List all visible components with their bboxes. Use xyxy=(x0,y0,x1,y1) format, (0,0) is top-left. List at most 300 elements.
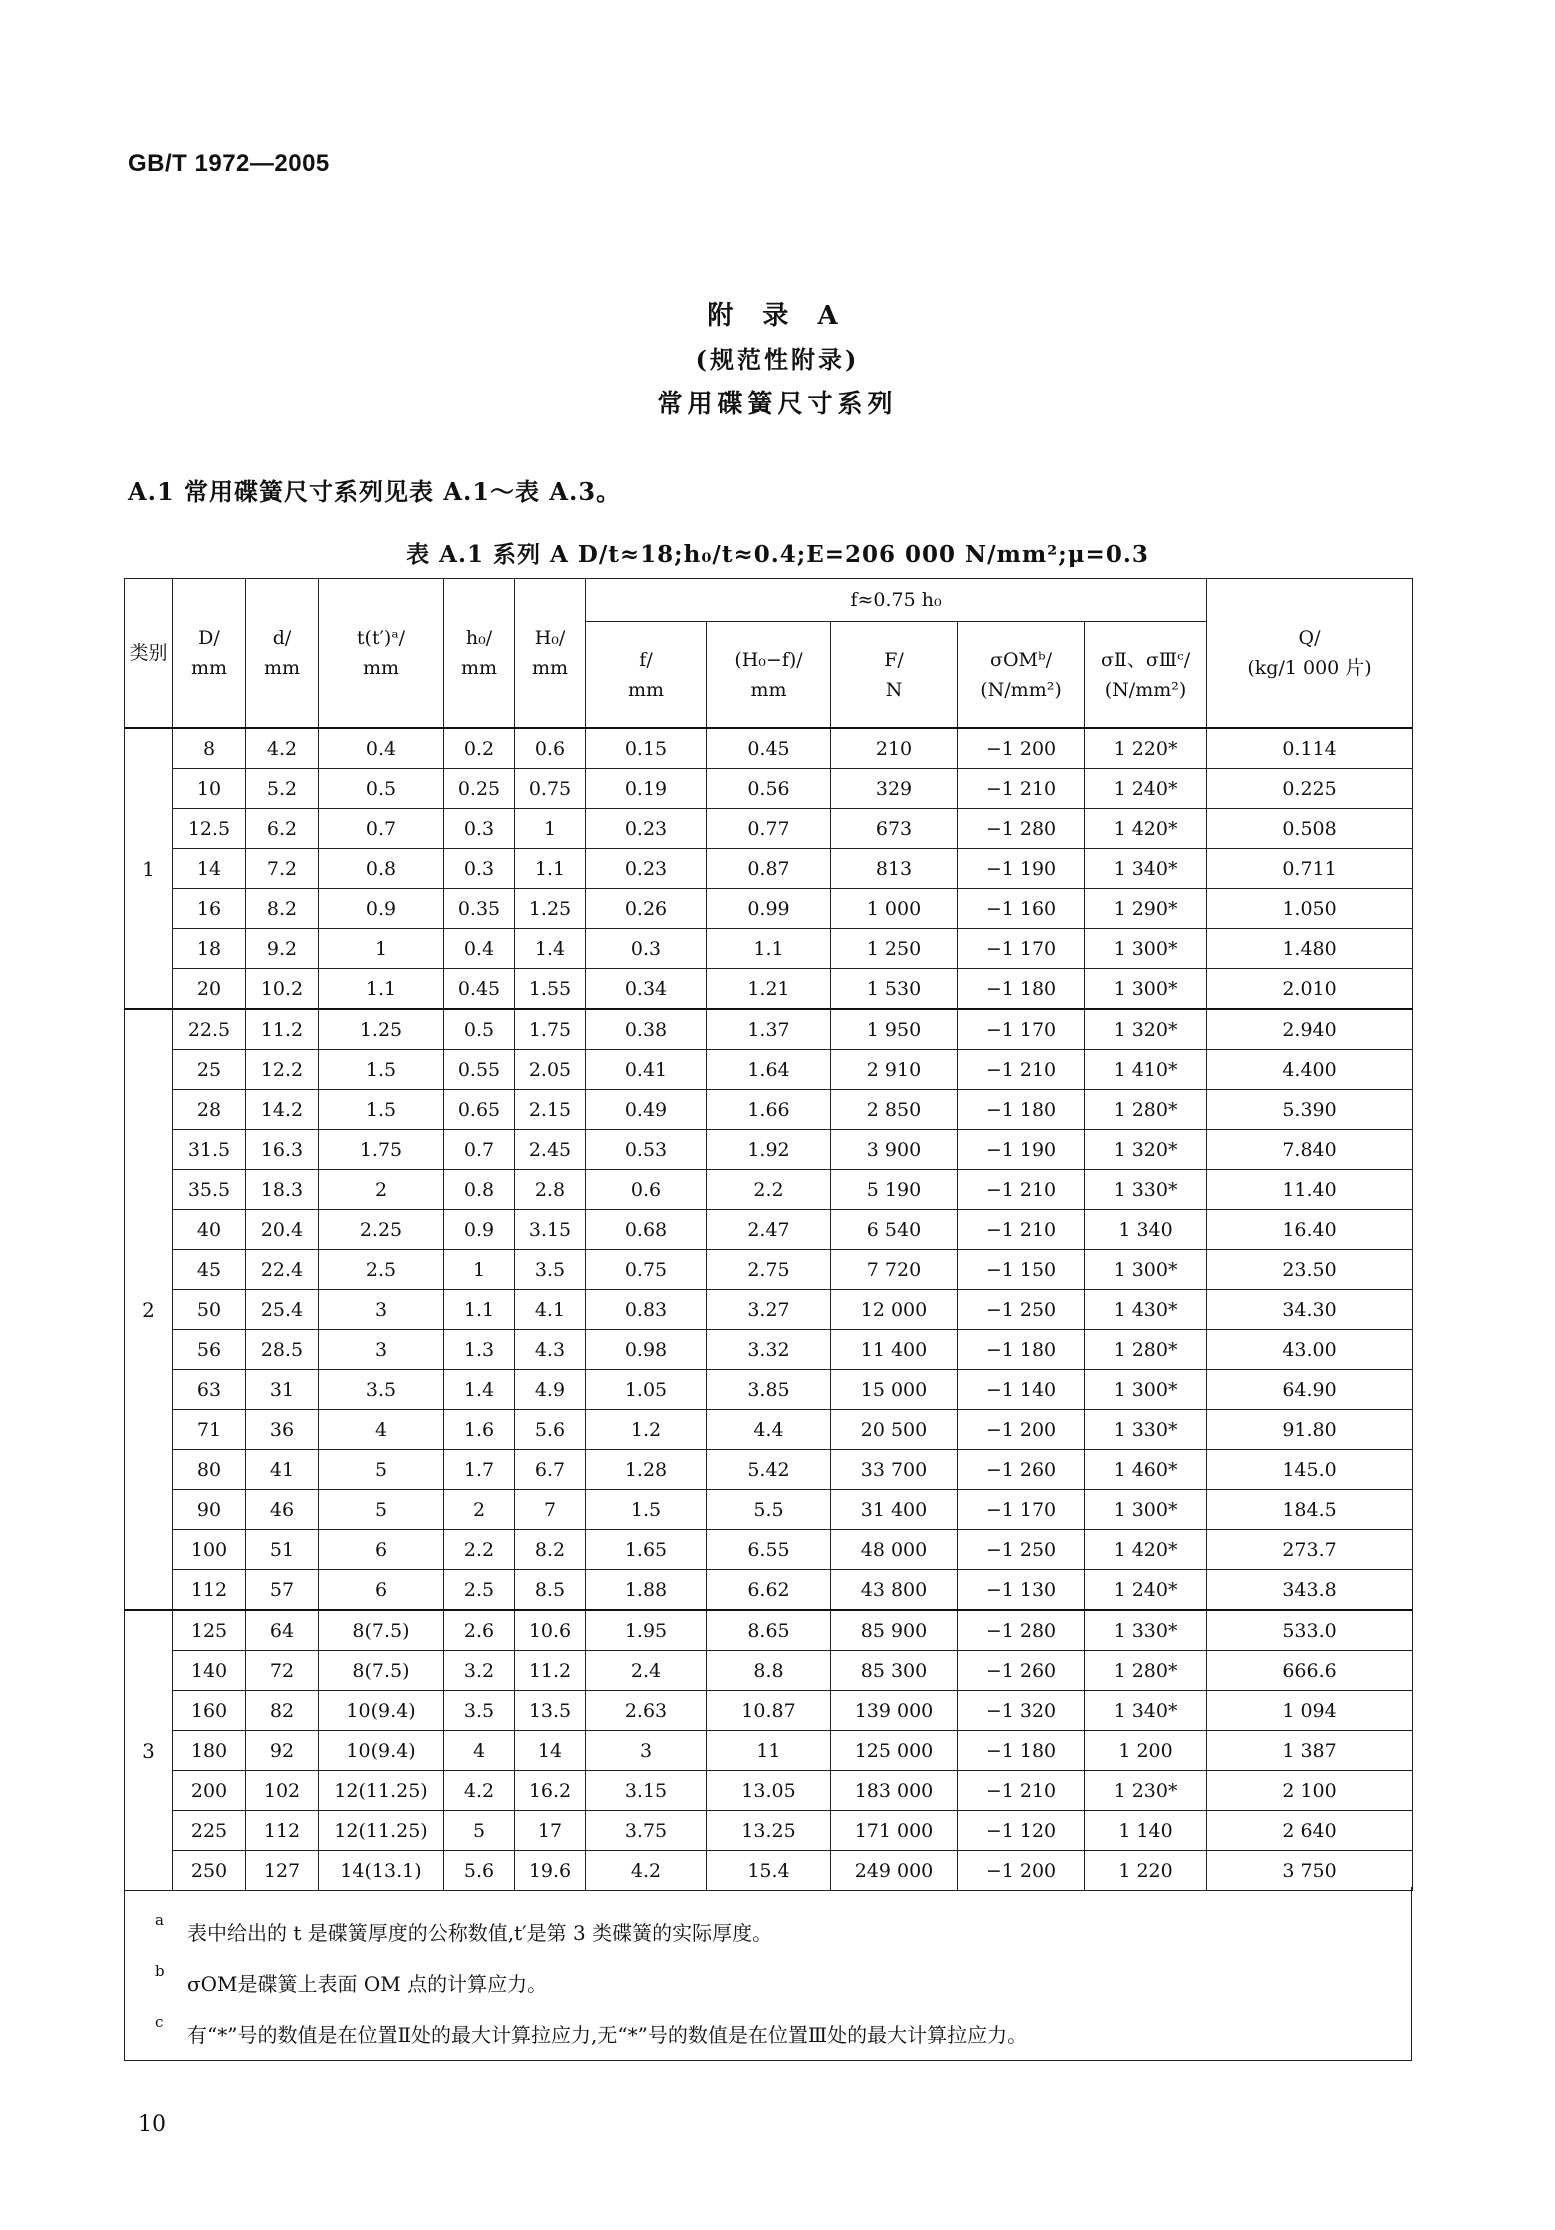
footnotes-box xyxy=(124,1887,1412,2061)
table-cell: 11.2 xyxy=(515,1651,586,1691)
table-cell: 10.6 xyxy=(515,1610,586,1651)
table-cell: 0.45 xyxy=(707,728,831,769)
table-cell: 4.1 xyxy=(515,1290,586,1330)
table-cell: 91.80 xyxy=(1207,1410,1413,1450)
table-cell: 35.5 xyxy=(173,1170,246,1210)
table-cell: 28.5 xyxy=(246,1330,319,1370)
table-cell: 5.2 xyxy=(246,769,319,809)
table-cell: 7.2 xyxy=(246,849,319,889)
table-cell: 0.3 xyxy=(444,849,515,889)
appendix-title: 附 录 A xyxy=(707,301,848,331)
table-row xyxy=(125,1610,1413,1651)
table-cell: 9.2 xyxy=(246,929,319,969)
table-cell: 3.85 xyxy=(707,1370,831,1410)
table-cell: 0.75 xyxy=(515,769,586,809)
table-cell: 0.83 xyxy=(586,1290,707,1330)
section-heading: A.1 常用碟簧尺寸系列见表 A.1～表 A.3。 xyxy=(128,477,622,506)
col-header-d: d/ mm xyxy=(246,579,319,729)
table-cell: 0.25 xyxy=(444,769,515,809)
footnote-text: 表中给出的 t 是碟簧厚度的公称数值,t′是第 3 类碟簧的实际厚度。 xyxy=(187,1921,773,1945)
table-cell: 12(11.25) xyxy=(319,1811,444,1851)
col-header-Q: Q/ (kg/1 000 片) xyxy=(1207,579,1413,729)
table-cell: 112 xyxy=(246,1811,319,1851)
table-cell: 1 240* xyxy=(1085,1570,1207,1611)
table-cell: 1.4 xyxy=(444,1370,515,1410)
table-cell: 80 xyxy=(173,1450,246,1490)
table-cell: 1.25 xyxy=(515,889,586,929)
table-cell: 673 xyxy=(831,809,958,849)
table-cell: 1.95 xyxy=(586,1610,707,1651)
col-header-sigma-2-3: σⅡ、σⅢᶜ/ (N/mm²) xyxy=(1085,622,1207,728)
table-cell: 2 xyxy=(444,1490,515,1530)
table-cell: 0.65 xyxy=(444,1090,515,1130)
table-cell: −1 180 xyxy=(958,969,1085,1010)
table-cell: 1.3 xyxy=(444,1330,515,1370)
table-cell: 10(9.4) xyxy=(319,1691,444,1731)
table-cell: 3.2 xyxy=(444,1651,515,1691)
table-cell: 145.0 xyxy=(1207,1450,1413,1490)
table-row xyxy=(125,809,1413,849)
table-cell: 8.2 xyxy=(246,889,319,929)
table-cell: 5.6 xyxy=(444,1851,515,1891)
table-cell: 1 330* xyxy=(1085,1170,1207,1210)
table-cell: 813 xyxy=(831,849,958,889)
table-cell: 1.7 xyxy=(444,1450,515,1490)
table-cell: 3.5 xyxy=(444,1691,515,1731)
table-cell: 41 xyxy=(246,1450,319,1490)
table-cell: 1 280* xyxy=(1085,1651,1207,1691)
table-cell: 0.49 xyxy=(586,1090,707,1130)
table-cell: 0.23 xyxy=(586,849,707,889)
table-cell: 4.2 xyxy=(444,1771,515,1811)
table-cell: 127 xyxy=(246,1851,319,1891)
table-cell: 5.390 xyxy=(1207,1090,1413,1130)
table-row xyxy=(125,1771,1413,1811)
category-cell: 2 xyxy=(125,1009,173,1610)
table-cell: 6 xyxy=(319,1530,444,1570)
table-cell: 1 094 xyxy=(1207,1691,1413,1731)
table-cell: 11 xyxy=(707,1731,831,1771)
table-cell: 57 xyxy=(246,1570,319,1611)
table-cell: 2.2 xyxy=(444,1530,515,1570)
table-row xyxy=(125,1009,1413,1050)
table-cell: 1.480 xyxy=(1207,929,1413,969)
table-cell: 225 xyxy=(173,1811,246,1851)
table-cell: 0.26 xyxy=(586,889,707,929)
table-cell: 3.75 xyxy=(586,1811,707,1851)
footnote-a xyxy=(155,1911,773,1946)
table-row xyxy=(125,1130,1413,1170)
table-cell: 71 xyxy=(173,1410,246,1450)
table-cell: 4.4 xyxy=(707,1410,831,1450)
table-cell: 2.940 xyxy=(1207,1009,1413,1050)
table-cell: 1 220 xyxy=(1085,1851,1207,1891)
table-row xyxy=(125,1210,1413,1250)
table-cell: 1 300* xyxy=(1085,1370,1207,1410)
table-cell: 1.5 xyxy=(319,1090,444,1130)
table-cell: 0.35 xyxy=(444,889,515,929)
table-cell: 533.0 xyxy=(1207,1610,1413,1651)
table-cell: 1.1 xyxy=(707,929,831,969)
table-cell: 0.3 xyxy=(586,929,707,969)
table-cell: 1.65 xyxy=(586,1530,707,1570)
table-cell: 43.00 xyxy=(1207,1330,1413,1370)
table-cell: 0.19 xyxy=(586,769,707,809)
table-cell: 2.45 xyxy=(515,1130,586,1170)
table-cell: 3 xyxy=(586,1731,707,1771)
table-cell: 51 xyxy=(246,1530,319,1570)
table-cell: 19.6 xyxy=(515,1851,586,1891)
table-row xyxy=(125,1050,1413,1090)
table-cell: 3 750 xyxy=(1207,1851,1413,1891)
footnote-text: 有“*”号的数值是在位置Ⅱ处的最大计算拉应力,无“*”号的数值是在位置Ⅲ处的最大计算拉应力。 xyxy=(187,2023,1028,2047)
table-cell: −1 200 xyxy=(958,728,1085,769)
table-cell: 3 900 xyxy=(831,1130,958,1170)
table-cell: 140 xyxy=(173,1651,246,1691)
table-cell: −1 280 xyxy=(958,1610,1085,1651)
table-cell: 2.6 xyxy=(444,1610,515,1651)
table-row xyxy=(125,1250,1413,1290)
table-cell: 8.2 xyxy=(515,1530,586,1570)
table-cell: 5 190 xyxy=(831,1170,958,1210)
table-cell: 3.15 xyxy=(586,1771,707,1811)
table-cell: −1 210 xyxy=(958,1170,1085,1210)
table-cell: 5 xyxy=(319,1490,444,1530)
table-cell: 14.2 xyxy=(246,1090,319,1130)
table-cell: 1.37 xyxy=(707,1009,831,1050)
table-cell: 0.5 xyxy=(444,1009,515,1050)
table-cell: 16 xyxy=(173,889,246,929)
table-cell: 2 100 xyxy=(1207,1771,1413,1811)
table-cell: 25.4 xyxy=(246,1290,319,1330)
table-row xyxy=(125,1490,1413,1530)
table-cell: 0.2 xyxy=(444,728,515,769)
table-cell: −1 260 xyxy=(958,1651,1085,1691)
table-cell: 1 410* xyxy=(1085,1050,1207,1090)
table-cell: 10.87 xyxy=(707,1691,831,1731)
table-cell: 2 910 xyxy=(831,1050,958,1090)
table-cell: 125 xyxy=(173,1610,246,1651)
table-cell: 1 280* xyxy=(1085,1090,1207,1130)
table-cell: −1 160 xyxy=(958,889,1085,929)
table-cell: −1 250 xyxy=(958,1530,1085,1570)
table-cell: 273.7 xyxy=(1207,1530,1413,1570)
col-group-header: f≈0.75 h₀ xyxy=(586,579,1207,622)
table-cell: 0.6 xyxy=(515,728,586,769)
category-cell: 3 xyxy=(125,1610,173,1891)
table-row xyxy=(125,929,1413,969)
table-cell: 18 xyxy=(173,929,246,969)
table-cell: 1.2 xyxy=(586,1410,707,1450)
table-cell: −1 200 xyxy=(958,1851,1085,1891)
table-cell: 13.25 xyxy=(707,1811,831,1851)
table-cell: 40 xyxy=(173,1210,246,1250)
table-cell: 6 540 xyxy=(831,1210,958,1250)
table-cell: 10.2 xyxy=(246,969,319,1010)
table-cell: 329 xyxy=(831,769,958,809)
table-cell: 12.2 xyxy=(246,1050,319,1090)
table-cell: 8(7.5) xyxy=(319,1651,444,1691)
table-cell: 85 300 xyxy=(831,1651,958,1691)
table-cell: 5.5 xyxy=(707,1490,831,1530)
table-cell: 1 280* xyxy=(1085,1330,1207,1370)
col-header-f: f/ mm xyxy=(586,622,707,728)
table-row xyxy=(125,1530,1413,1570)
table-cell: 1.92 xyxy=(707,1130,831,1170)
table-cell: 3.5 xyxy=(515,1250,586,1290)
table-cell: 2 640 xyxy=(1207,1811,1413,1851)
footnote-text: σOM是碟簧上表面 OM 点的计算应力。 xyxy=(187,1972,548,1996)
table-cell: 2.63 xyxy=(586,1691,707,1731)
table-row xyxy=(125,769,1413,809)
table-cell: 0.5 xyxy=(319,769,444,809)
table-cell: 0.6 xyxy=(586,1170,707,1210)
table-cell: 2.15 xyxy=(515,1090,586,1130)
table-cell: 1 300* xyxy=(1085,929,1207,969)
table-cell: 2.8 xyxy=(515,1170,586,1210)
table-cell: 8.8 xyxy=(707,1651,831,1691)
table-cell: 50 xyxy=(173,1290,246,1330)
table-caption: 表 A.1 系列 A D/t≈18;h₀/t≈0.4;E=206 000 N/mm²;μ=0.3 xyxy=(406,541,1149,568)
table-cell: 0.98 xyxy=(586,1330,707,1370)
table-cell: 1.1 xyxy=(444,1290,515,1330)
table-cell: 1.75 xyxy=(515,1009,586,1050)
table-cell: −1 180 xyxy=(958,1330,1085,1370)
table-cell: 0.7 xyxy=(319,809,444,849)
table-cell: 3.5 xyxy=(319,1370,444,1410)
table-cell: 1 420* xyxy=(1085,809,1207,849)
table-cell: 3.32 xyxy=(707,1330,831,1370)
table-cell: 0.87 xyxy=(707,849,831,889)
table-cell: 1 200 xyxy=(1085,1731,1207,1771)
table-cell: 0.15 xyxy=(586,728,707,769)
table-row xyxy=(125,1570,1413,1611)
table-cell: 0.34 xyxy=(586,969,707,1010)
table-cell: 31 xyxy=(246,1370,319,1410)
table-row xyxy=(125,849,1413,889)
table-cell: 12 000 xyxy=(831,1290,958,1330)
table-cell: 1.75 xyxy=(319,1130,444,1170)
table-cell: 16.3 xyxy=(246,1130,319,1170)
table-cell: 1.55 xyxy=(515,969,586,1010)
table-cell: 183 000 xyxy=(831,1771,958,1811)
table-cell: 1.21 xyxy=(707,969,831,1010)
table-row xyxy=(125,728,1413,769)
table-cell: −1 200 xyxy=(958,1410,1085,1450)
table-cell: 15 000 xyxy=(831,1370,958,1410)
table-cell: 3.15 xyxy=(515,1210,586,1250)
table-row xyxy=(125,1731,1413,1771)
table-cell: 3.27 xyxy=(707,1290,831,1330)
table-cell: 184.5 xyxy=(1207,1490,1413,1530)
table-cell: 16.2 xyxy=(515,1771,586,1811)
table-cell: −1 170 xyxy=(958,1490,1085,1530)
table-cell: 31 400 xyxy=(831,1490,958,1530)
table-cell: 1.1 xyxy=(319,969,444,1010)
table-cell: 8(7.5) xyxy=(319,1610,444,1651)
table-cell: 11.2 xyxy=(246,1009,319,1050)
table-cell: 1 340* xyxy=(1085,849,1207,889)
table-cell: 12(11.25) xyxy=(319,1771,444,1811)
table-cell: 1 340 xyxy=(1085,1210,1207,1250)
table-cell: 1.88 xyxy=(586,1570,707,1611)
footnote-c xyxy=(155,2013,1028,2048)
table-row xyxy=(125,1170,1413,1210)
table-row xyxy=(125,1290,1413,1330)
table-cell: 18.3 xyxy=(246,1170,319,1210)
table-cell: 2.5 xyxy=(319,1250,444,1290)
table-cell: 0.75 xyxy=(586,1250,707,1290)
table-cell: 1 330* xyxy=(1085,1410,1207,1450)
table-cell: 0.23 xyxy=(586,809,707,849)
table-cell: 8 xyxy=(173,728,246,769)
table-cell: 6.2 xyxy=(246,809,319,849)
table-cell: 112 xyxy=(173,1570,246,1611)
table-cell: 1 460* xyxy=(1085,1450,1207,1490)
table-cell: 0.9 xyxy=(319,889,444,929)
table-cell: 0.3 xyxy=(444,809,515,849)
table-cell: 36 xyxy=(246,1410,319,1450)
table-cell: 2.4 xyxy=(586,1651,707,1691)
table-cell: 22.5 xyxy=(173,1009,246,1050)
table-cell: 1 530 xyxy=(831,969,958,1010)
table-cell: 45 xyxy=(173,1250,246,1290)
table-cell: −1 320 xyxy=(958,1691,1085,1731)
table-cell: 5.42 xyxy=(707,1450,831,1490)
col-header-D: D/ mm xyxy=(173,579,246,729)
table-cell: 20 xyxy=(173,969,246,1010)
table-row xyxy=(125,1651,1413,1691)
table-cell: 15.4 xyxy=(707,1851,831,1891)
table-cell: 666.6 xyxy=(1207,1651,1413,1691)
table-cell: 7 720 xyxy=(831,1250,958,1290)
table-cell: 0.38 xyxy=(586,1009,707,1050)
category-cell: 1 xyxy=(125,728,173,1009)
table-cell: 92 xyxy=(246,1731,319,1771)
table-cell: 10 xyxy=(173,769,246,809)
table-cell: 1 340* xyxy=(1085,1691,1207,1731)
col-header-sigma-om: σOMᵇ/ (N/mm²) xyxy=(958,622,1085,728)
table-cell: 2.05 xyxy=(515,1050,586,1090)
table-cell: 6 xyxy=(319,1570,444,1611)
table-cell: 1.050 xyxy=(1207,889,1413,929)
table-cell: 1 300* xyxy=(1085,1490,1207,1530)
table-cell: 1 330* xyxy=(1085,1610,1207,1651)
table-cell: −1 210 xyxy=(958,1210,1085,1250)
table-cell: −1 140 xyxy=(958,1370,1085,1410)
table-cell: 1 140 xyxy=(1085,1811,1207,1851)
table-cell: 3 xyxy=(319,1330,444,1370)
table-cell: −1 130 xyxy=(958,1570,1085,1611)
table-cell: 2.25 xyxy=(319,1210,444,1250)
table-cell: 1 300* xyxy=(1085,1250,1207,1290)
table-cell: 0.7 xyxy=(444,1130,515,1170)
table-cell: 1 230* xyxy=(1085,1771,1207,1811)
table-cell: 343.8 xyxy=(1207,1570,1413,1611)
table-cell: −1 150 xyxy=(958,1250,1085,1290)
table-cell: 64 xyxy=(246,1610,319,1651)
table-cell: 5 xyxy=(319,1450,444,1490)
footnote-b xyxy=(155,1962,548,1997)
table-cell: 0.53 xyxy=(586,1130,707,1170)
table-cell: 1.4 xyxy=(515,929,586,969)
table-cell: 2.47 xyxy=(707,1210,831,1250)
table-cell: 1.64 xyxy=(707,1050,831,1090)
table-cell: 31.5 xyxy=(173,1130,246,1170)
table-row xyxy=(125,1811,1413,1851)
footnote-mark: a xyxy=(155,1911,164,1929)
table-cell: 20 500 xyxy=(831,1410,958,1450)
col-header-F: F/ N xyxy=(831,622,958,728)
table-body xyxy=(125,728,1413,1891)
table-cell: 171 000 xyxy=(831,1811,958,1851)
col-header-H0: H₀/ mm xyxy=(515,579,586,729)
table-cell: 4.2 xyxy=(586,1851,707,1891)
table-cell: 2.75 xyxy=(707,1250,831,1290)
table-cell: 1.1 xyxy=(515,849,586,889)
table-cell: 14 xyxy=(515,1731,586,1771)
table-cell: 17 xyxy=(515,1811,586,1851)
table-cell: 2.5 xyxy=(444,1570,515,1611)
col-header-category: 类别 xyxy=(125,579,173,729)
table-cell: 1 430* xyxy=(1085,1290,1207,1330)
table-cell: 63 xyxy=(173,1370,246,1410)
appendix-name: 常用碟簧尺寸系列 xyxy=(657,389,898,418)
table-row xyxy=(125,1450,1413,1490)
table-cell: −1 190 xyxy=(958,1130,1085,1170)
table-cell: 34.30 xyxy=(1207,1290,1413,1330)
table-cell: 64.90 xyxy=(1207,1370,1413,1410)
table-cell: 1.05 xyxy=(586,1370,707,1410)
table-cell: 13.5 xyxy=(515,1691,586,1731)
table-cell: 1 320* xyxy=(1085,1130,1207,1170)
table-cell: 4 xyxy=(319,1410,444,1450)
table-cell: 4 xyxy=(444,1731,515,1771)
table-cell: 0.225 xyxy=(1207,769,1413,809)
table-row xyxy=(125,969,1413,1010)
table-cell: 8.5 xyxy=(515,1570,586,1611)
table-row xyxy=(125,1691,1413,1731)
table-cell: 1 xyxy=(319,929,444,969)
table-cell: −1 190 xyxy=(958,849,1085,889)
table-cell: 6.55 xyxy=(707,1530,831,1570)
table-cell: 2.2 xyxy=(707,1170,831,1210)
table-cell: 0.41 xyxy=(586,1050,707,1090)
footnote-mark: c xyxy=(155,2013,164,2031)
table-cell: 82 xyxy=(246,1691,319,1731)
table-cell: 180 xyxy=(173,1731,246,1771)
col-header-t: t(t′)ᵃ/ mm xyxy=(319,579,444,729)
table-cell: −1 260 xyxy=(958,1450,1085,1490)
table-cell: 11.40 xyxy=(1207,1170,1413,1210)
table-cell: 0.56 xyxy=(707,769,831,809)
table-cell: 0.4 xyxy=(444,929,515,969)
table-cell: 6.62 xyxy=(707,1570,831,1611)
table-cell: 10(9.4) xyxy=(319,1731,444,1771)
table-cell: 1 xyxy=(444,1250,515,1290)
table-cell: 139 000 xyxy=(831,1691,958,1731)
table-cell: 2.010 xyxy=(1207,969,1413,1010)
table-cell: 22.4 xyxy=(246,1250,319,1290)
table-cell: 7 xyxy=(515,1490,586,1530)
table-cell: 1 000 xyxy=(831,889,958,929)
table-row xyxy=(125,1090,1413,1130)
table-cell: 1 xyxy=(515,809,586,849)
table-cell: 1.25 xyxy=(319,1009,444,1050)
table-cell: 0.114 xyxy=(1207,728,1413,769)
page-number: 10 xyxy=(138,2112,166,2137)
table-cell: 4.400 xyxy=(1207,1050,1413,1090)
